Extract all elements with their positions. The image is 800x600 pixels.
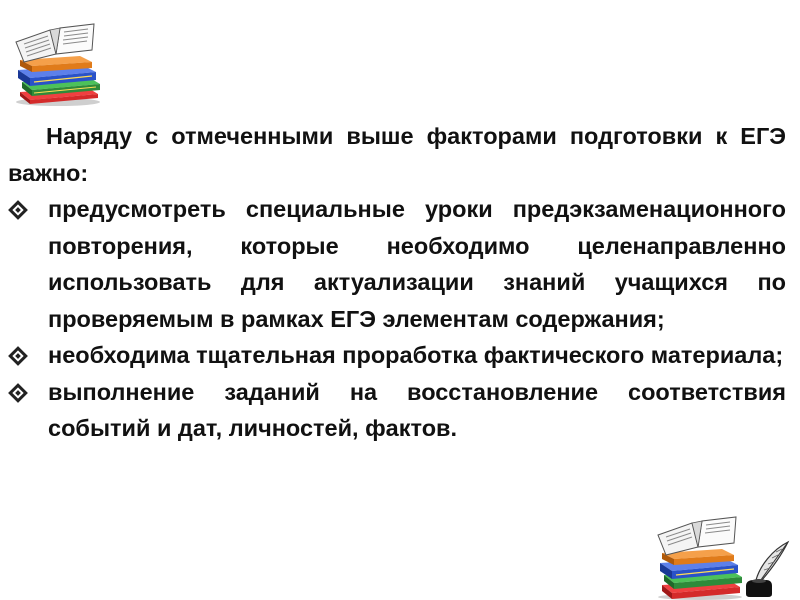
intro-paragraph: Наряду с отмеченными выше факторами подготовки к ЕГЭ важно: [8, 123, 786, 186]
list-item [8, 374, 786, 447]
list-item [8, 337, 786, 374]
diamond-bullet-icon [8, 346, 28, 366]
diamond-bullet-icon [8, 200, 28, 220]
bullet-list [8, 191, 786, 447]
list-item [8, 191, 786, 337]
slide-content [8, 118, 786, 447]
list-item-text: необходима тщательная проработка фактического материала; [48, 342, 784, 368]
list-item-text: предусмотреть специальные уроки предэкзаменационного повторения, которые необходимо целенаправленно использовать для актуализации знаний учащихся по проверяемым в рамках ЕГЭ элементам содержания; [48, 196, 786, 332]
books-stack-icon [648, 505, 748, 600]
list-item-text: выполнение заданий на восстановление соответствия событий и дат, личностей, фактов. [48, 378, 786, 441]
quill-inkwell-icon [742, 540, 792, 598]
diamond-bullet-icon [8, 383, 28, 403]
books-stack-icon [6, 12, 106, 107]
